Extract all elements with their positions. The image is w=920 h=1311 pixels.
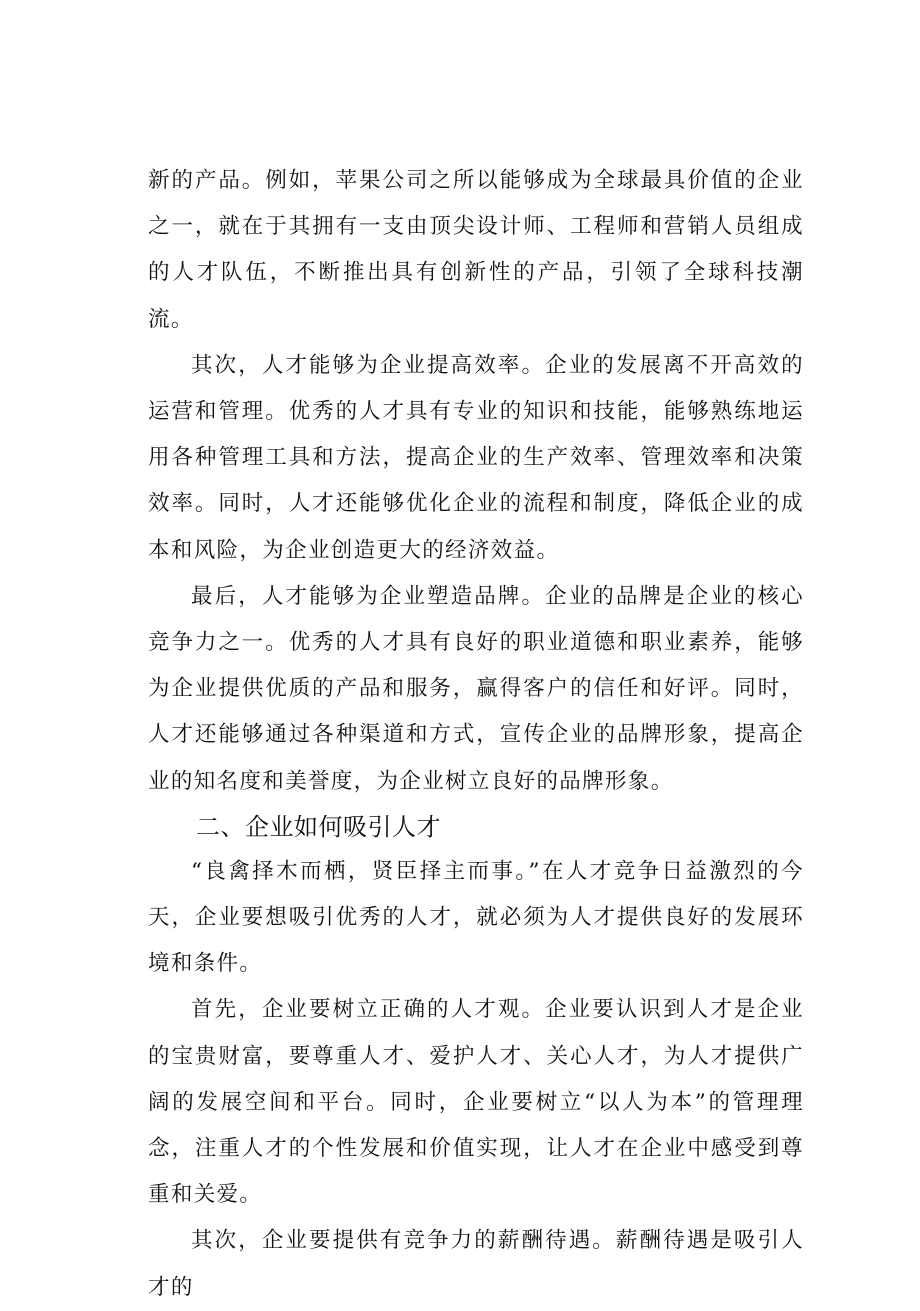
paragraph-quote-intro: “良禽择木而栖，贤臣择主而事。”在人才竞争日益激烈的今天，企业要想吸引优秀的人才，就必须为人才提供良好的发展环境和条件。 (148, 858, 804, 977)
paragraph-continuation: 新的产品。例如，苹果公司之所以能够成为全球最具价值的企业之一，就在于其拥有一支由顶尖设计师、工程师和营销人员组成的人才队伍，不断推出具有创新性的产品，引领了全球科技潮流。 (148, 168, 804, 332)
paragraph-compensation: 其次，企业要提供有竞争力的薪酬待遇。薪酬待遇是吸引人才的 (148, 1228, 804, 1300)
paragraph-talent-view: 首先，企业要树立正确的人才观。企业要认识到人才是企业的宝贵财富，要尊重人才、爱护人才、关心人才，为人才提供广阔的发展空间和平台。同时，企业要树立“以人为本”的管理理念，注重人才的个性发展和价值实现，让人才在企业中感受到尊重和关爱。 (148, 997, 804, 1208)
section-heading: 二、企业如何吸引人才 (196, 812, 441, 841)
document-body (148, 158, 804, 1311)
paragraph-brand: 最后，人才能够为企业塑造品牌。企业的品牌是企业的核心竞争力之一。优秀的人才具有良好的职业道德和职业素养，能够为企业提供优质的产品和服务，赢得客户的信任和好评。同时，人才还能够通过各种渠道和方式，宣传企业的品牌形象，提高企业的知名度和美誉度，为企业树立良好的品牌形象。 (148, 583, 804, 794)
paragraph-efficiency: 其次，人才能够为企业提高效率。企业的发展离不开高效的运营和管理。优秀的人才具有专业的知识和技能，能够熟练地运用各种管理工具和方法，提高企业的生产效率、管理效率和决策效率。同时，人才还能够优化企业的流程和制度，降低企业的成本和风险，为企业创造更大的经济效益。 (148, 352, 804, 563)
